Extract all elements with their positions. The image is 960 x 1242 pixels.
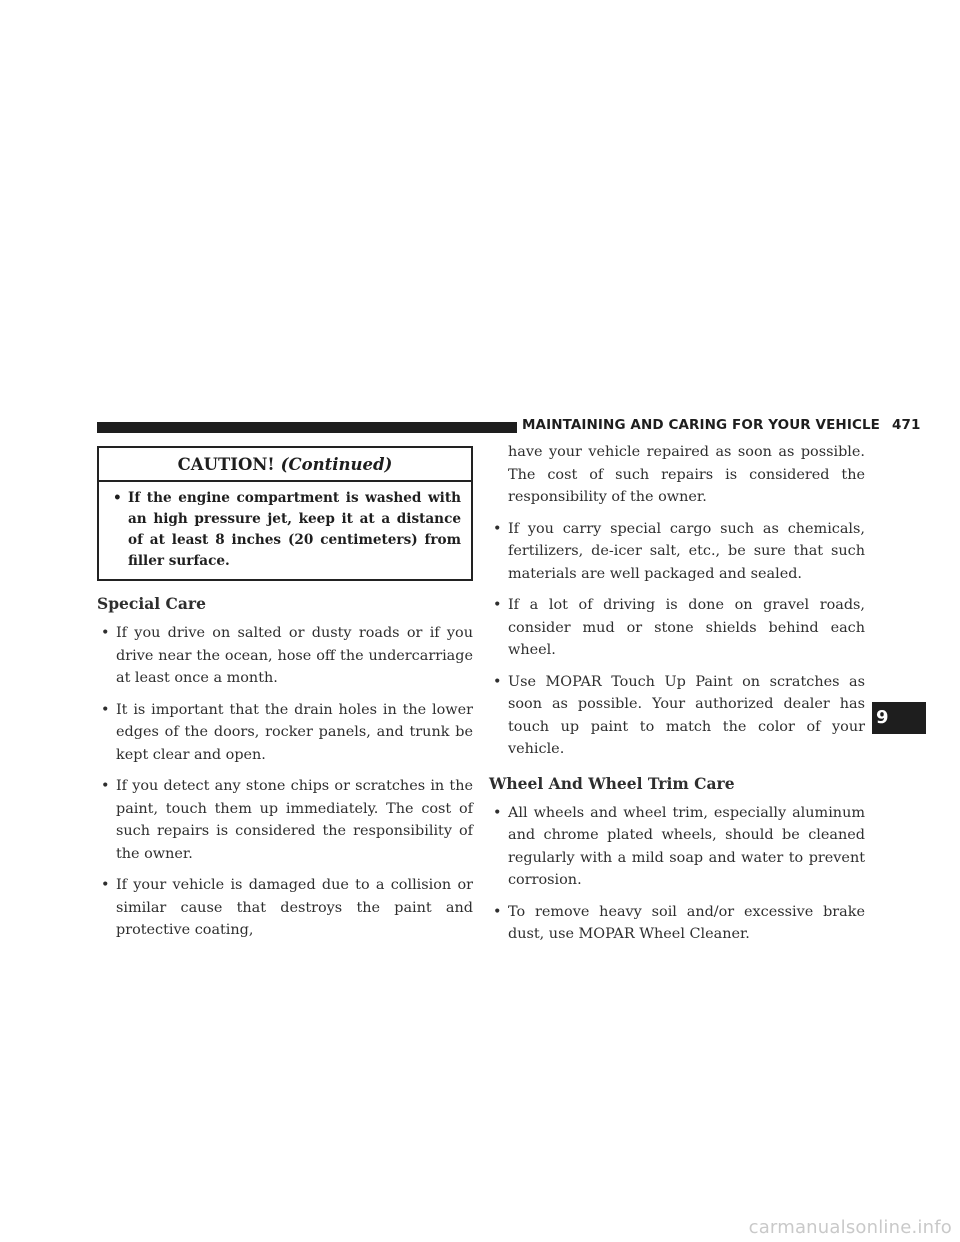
chapter-tab: 9	[872, 702, 926, 734]
continued-paragraph: have your vehicle repaired as soon as possible. The cost of such repairs is considered the responsibility of the owner.	[508, 444, 865, 505]
header-title: MAINTAINING AND CARING FOR YOUR VEHICLE	[522, 417, 880, 433]
bullet-icon: •	[101, 701, 110, 718]
list-item-text: If you drive on salted or dusty roads or if you drive near the ocean, hose off the undercarriage at least once a month.	[116, 625, 473, 686]
bullet-icon: •	[113, 490, 122, 506]
section-heading-wheel-care: Wheel And Wheel Trim Care	[489, 773, 735, 793]
caution-item-text: If the engine compartment is washed with an high pressure jet, keep it at a distance of at least 8 inches (20 centimeters) from filler surface.	[128, 490, 461, 569]
caution-item	[109, 488, 461, 572]
list-item-text: All wheels and wheel trim, especially aluminum and chrome plated wheels, should be cleaned regularly with a mild soap and water to prevent corrosion.	[508, 804, 865, 888]
list-item-text: To remove heavy soil and/or excessive brake dust, use MOPAR Wheel Cleaner.	[508, 903, 865, 942]
section-heading-special-care: Special Care	[97, 594, 206, 613]
bullet-icon: •	[493, 903, 502, 920]
bullet-icon: •	[101, 625, 110, 641]
caution-title: CAUTION!	[177, 455, 275, 474]
left-column	[97, 446, 473, 951]
list-item	[489, 518, 865, 586]
list-item	[97, 775, 473, 865]
list-item-text: If your vehicle is damaged due to a collision or similar cause that destroys the paint and protective coating,	[116, 877, 473, 938]
list-item	[489, 671, 865, 761]
list-item-text: It is important that the drain holes in the lower edges of the doors, rocker panels, and trunk be kept clear and open.	[116, 701, 473, 763]
list-item	[489, 901, 865, 946]
list-item	[489, 802, 865, 892]
bullet-icon: •	[493, 520, 502, 537]
caution-subtitle: (Continued)	[280, 455, 393, 474]
bullet-icon: •	[493, 673, 502, 690]
list-item-text: If you detect any stone chips or scratches in the paint, touch them up immediately. The cost of such repairs is considered the responsibility of the owner.	[116, 778, 473, 862]
bullet-icon: •	[101, 877, 110, 893]
list-item-text: Use MOPAR Touch Up Paint on scratches as soon as possible. Your authorized dealer has touch up paint to match the color of your vehicle.	[508, 673, 865, 757]
bullet-icon: •	[493, 804, 502, 821]
list-item	[489, 594, 865, 662]
list-item-text: If you carry special cargo such as chemicals, fertilizers, de-icer salt, etc., be sure that such materials are well packaged and sealed.	[508, 520, 865, 582]
caution-box	[97, 446, 473, 581]
caution-body	[99, 482, 471, 579]
bullet-icon: •	[493, 597, 502, 613]
caution-header	[99, 448, 471, 482]
list-item	[97, 622, 473, 690]
list-item-text: If a lot of driving is done on gravel roads, consider mud or stone shields behind each wheel.	[508, 597, 865, 658]
page-number: 471	[892, 417, 921, 433]
list-item	[97, 874, 473, 942]
list-item	[97, 699, 473, 767]
right-column	[489, 441, 865, 955]
watermark: carmanualsonline.info	[748, 1217, 952, 1238]
header-rule	[97, 422, 517, 433]
running-header	[522, 417, 920, 433]
bullet-icon: •	[101, 778, 110, 794]
